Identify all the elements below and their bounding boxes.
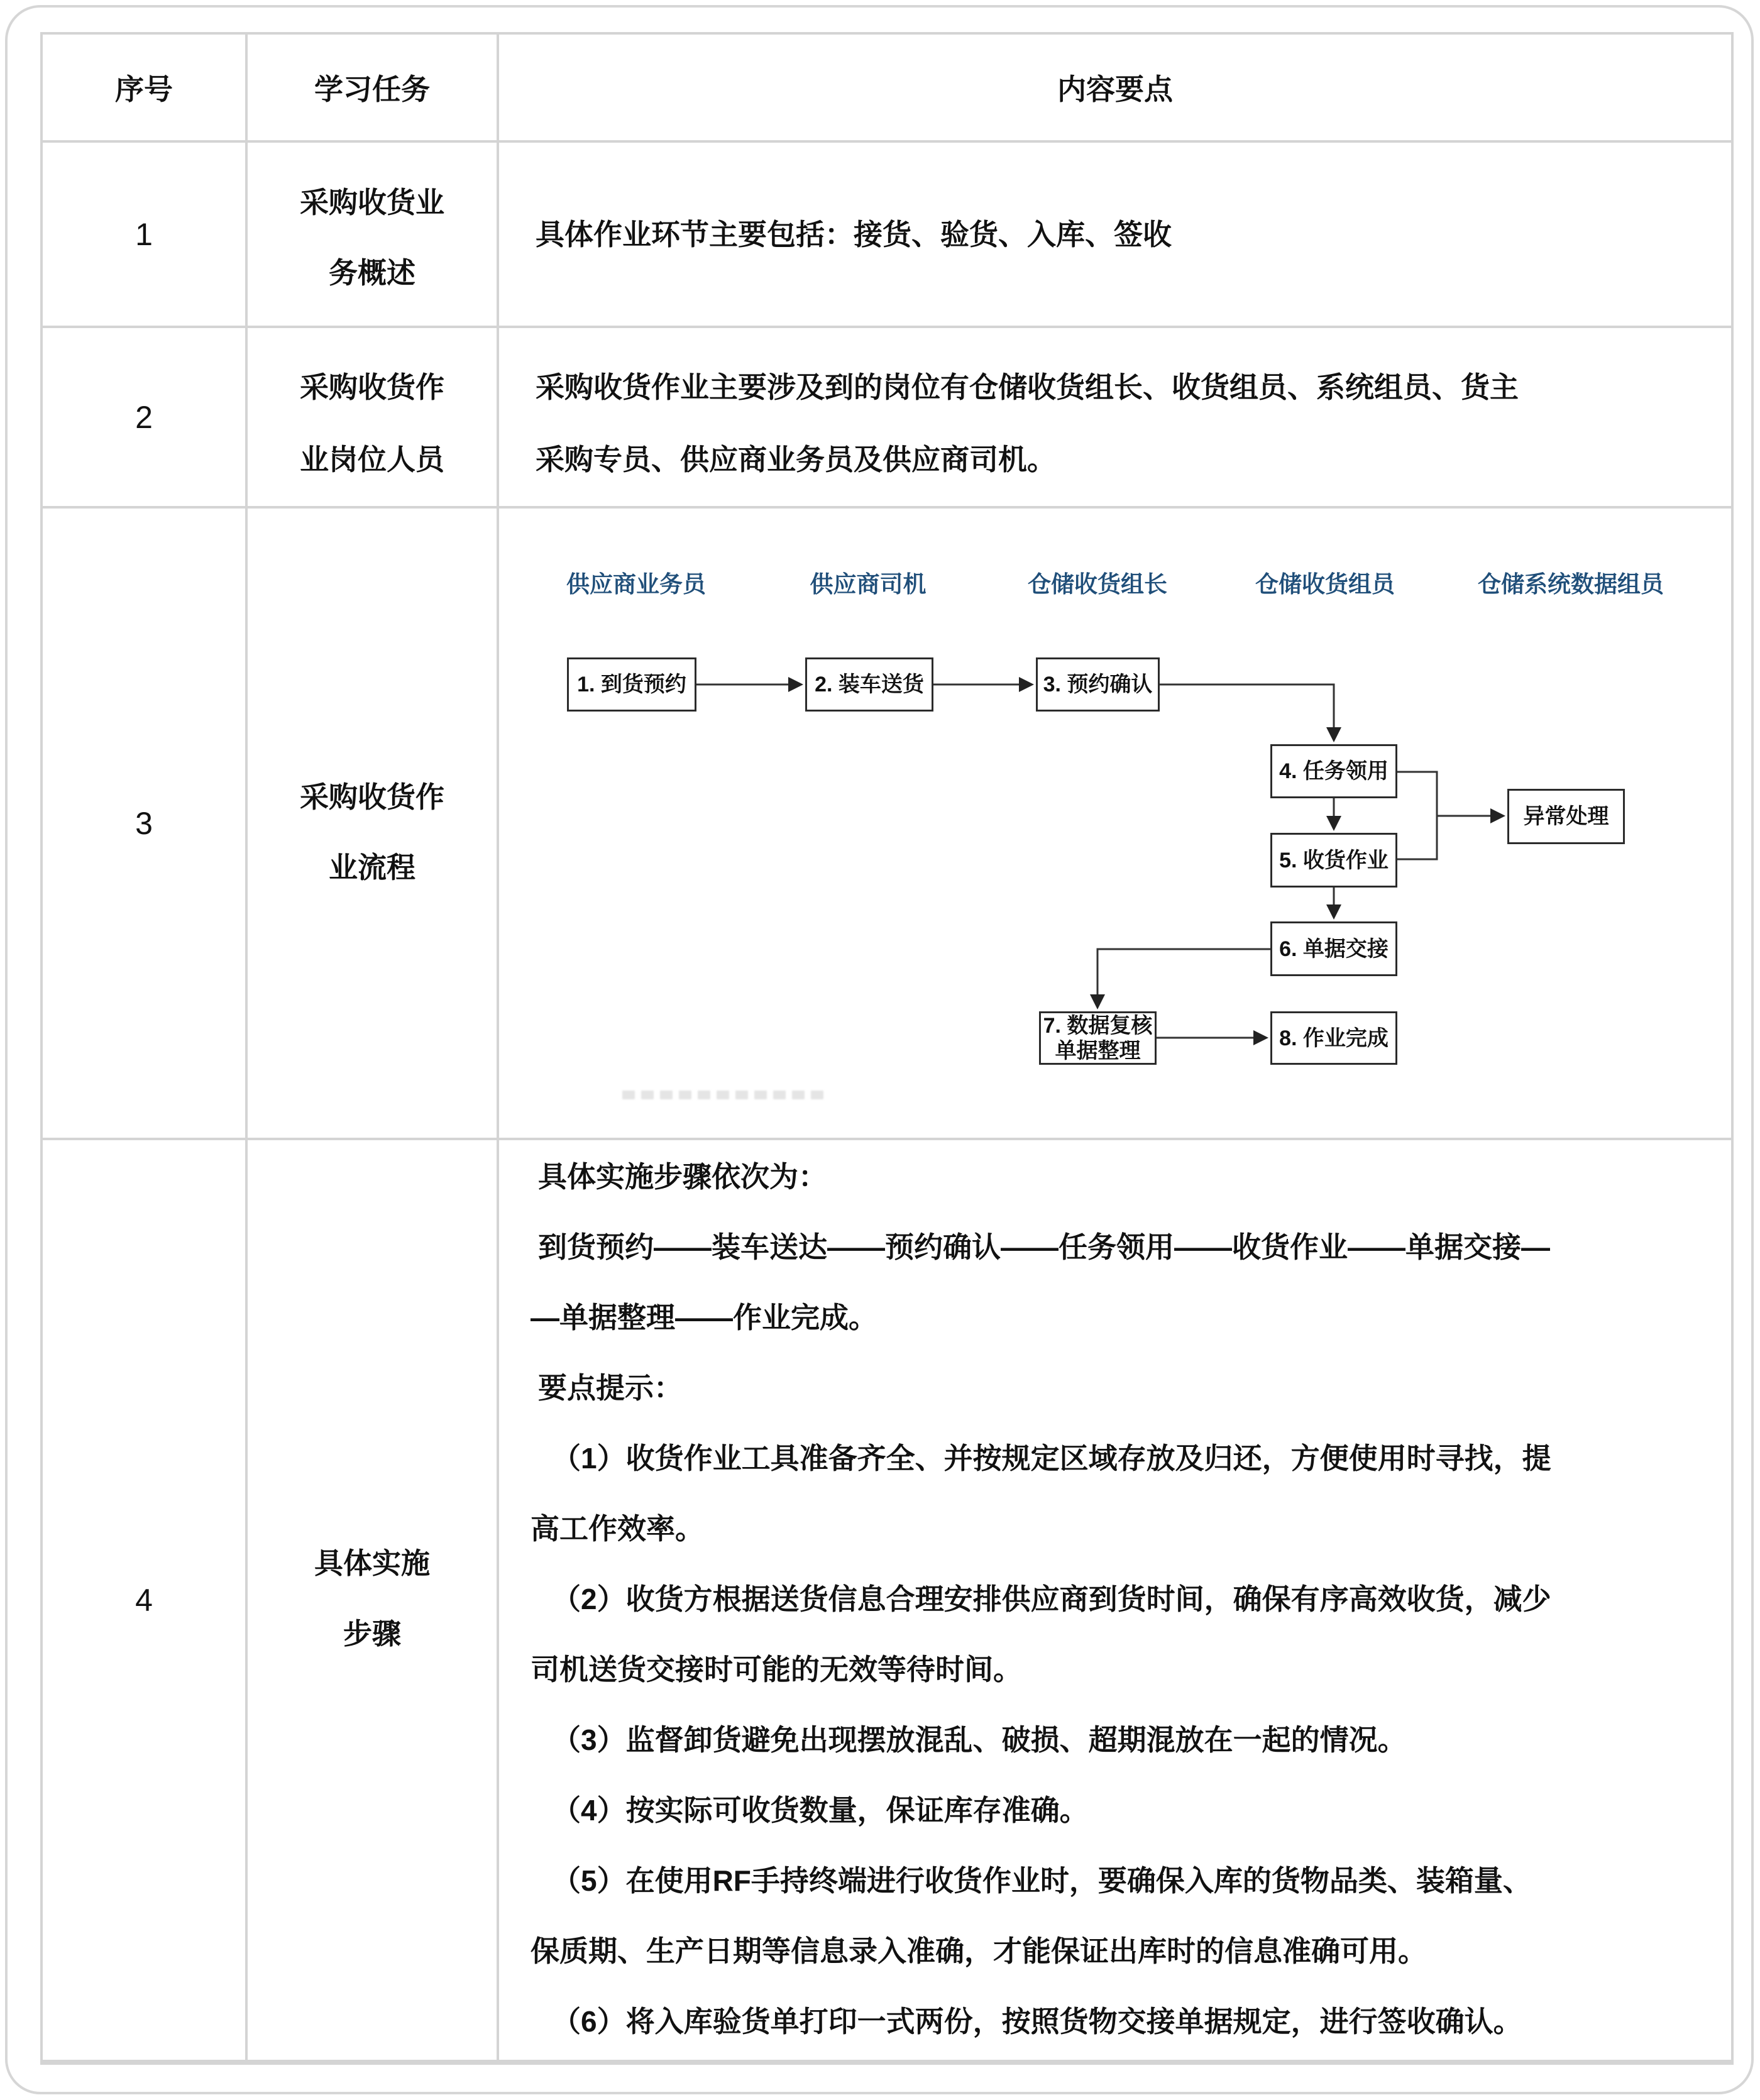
flow-box-work-complete: 8. 作业完成 — [1270, 1011, 1397, 1065]
table-row — [43, 143, 1731, 328]
row3-task-line: 采购收货作 — [300, 781, 444, 813]
row4-content-line: （6）将入库验货单打印一式两份，按照货物交接单据规定，进行签收确认。 — [552, 2005, 1522, 2038]
flow-box-arrival-booking: 1. 到货预约 — [567, 657, 696, 712]
row2-task-line: 业岗位人员 — [300, 443, 444, 476]
flow-box-exception-handling: 异常处理 — [1507, 789, 1625, 844]
flow-box-task-claim: 4. 任务领用 — [1270, 744, 1397, 798]
receiving-process-flowchart — [499, 509, 1731, 1138]
row1-content — [499, 143, 1731, 326]
lane-label-supplier-driver: 供应商司机 — [810, 571, 927, 597]
row4-content-line: （3）监督卸货避免出现摆放混乱、破损、超期混放在一起的情况。 — [552, 1723, 1407, 1756]
table-row — [43, 328, 1731, 509]
lane-label-receiving-member: 仓储收货组员 — [1255, 571, 1395, 597]
lane-label-supplier-salesman: 供应商业务员 — [566, 571, 706, 597]
row4-content-line: （4）按实际可收货数量，保证库存准确。 — [552, 1794, 1089, 1827]
row2-number: 2 — [43, 328, 248, 506]
flow-box-data-review-line1: 7. 数据复核 — [1043, 1013, 1153, 1038]
row4-content-line: （2）收货方根据送货信息合理安排供应商到货时间，确保有序高效收货，减少 — [552, 1583, 1551, 1615]
row1-number: 1 — [43, 143, 248, 326]
document-card — [5, 5, 1754, 2094]
lane-label-system-data-member: 仓储系统数据组员 — [1478, 571, 1664, 597]
header-cell-task: 学习任务 — [248, 35, 499, 140]
header-cell-no: 序号 — [43, 35, 248, 140]
row3-task-line: 业流程 — [329, 851, 415, 884]
row2-content-line: 采购收货作业主要涉及到的岗位有仓储收货组长、收货组员、系统组员、货主 — [536, 371, 1519, 404]
row4-content-line: 具体实施步骤依次为： — [538, 1160, 827, 1193]
row4-content — [499, 1140, 1731, 2060]
row3-content — [499, 509, 1731, 1138]
flow-box-load-deliver: 2. 装车送货 — [805, 657, 933, 712]
faint-watermark — [622, 1091, 830, 1099]
row4-task-line: 具体实施 — [314, 1547, 430, 1580]
header-cell-content: 内容要点 — [1057, 73, 1173, 106]
row4-content-line: （1）收货作业工具准备齐全、并按规定区域存放及归还，方便使用时寻找，提 — [552, 1442, 1551, 1475]
row4-task-line: 步骤 — [343, 1617, 401, 1650]
row3-task — [248, 509, 499, 1138]
row2-task-line: 采购收货作 — [300, 371, 444, 404]
flow-box-receiving-work: 5. 收货作业 — [1270, 833, 1397, 888]
row4-content-line: 要点提示： — [538, 1372, 683, 1404]
table-header-row — [43, 35, 1731, 143]
row3-number: 3 — [43, 509, 248, 1138]
table-row — [43, 1140, 1731, 2060]
row4-content-line: （5）在使用RF手持终端进行收货作业时，要确保入库的货物品类、装箱量、 — [552, 1864, 1532, 1897]
row2-content-line: 采购专员、供应商业务员及供应商司机。 — [536, 443, 1056, 476]
flow-box-data-review-line2: 单据整理 — [1055, 1038, 1141, 1063]
row4-content-line: —单据整理——作业完成。 — [531, 1301, 877, 1334]
row2-task — [248, 328, 499, 506]
row4-task — [248, 1140, 499, 2060]
learning-task-table — [40, 32, 1734, 2065]
row4-content-line: 司机送货交接时可能的无效等待时间。 — [531, 1653, 1022, 1686]
row4-content-line: 到货预约——装车送达——预约确认——任务领用——收货作业——单据交接— — [538, 1231, 1550, 1263]
row4-number: 4 — [43, 1140, 248, 2060]
flow-box-data-review — [1039, 1011, 1157, 1065]
flow-box-document-handover: 6. 单据交接 — [1270, 921, 1397, 976]
row1-content-line: 具体作业环节主要包括：接货、验货、入库、签收 — [536, 217, 1172, 251]
flow-box-booking-confirm: 3. 预约确认 — [1036, 657, 1160, 712]
lane-label-receiving-leader: 仓储收货组长 — [1028, 571, 1167, 597]
row1-task — [248, 143, 499, 326]
row4-content-line: 高工作效率。 — [531, 1512, 704, 1545]
table-row — [43, 509, 1731, 1140]
row1-task-line: 务概述 — [329, 256, 415, 289]
row4-content-line: 保质期、生产日期等信息录入准确，才能保证出库时的信息准确可用。 — [531, 1935, 1427, 1967]
row1-task-line: 采购收货业 — [300, 186, 444, 219]
row2-content — [499, 328, 1731, 506]
